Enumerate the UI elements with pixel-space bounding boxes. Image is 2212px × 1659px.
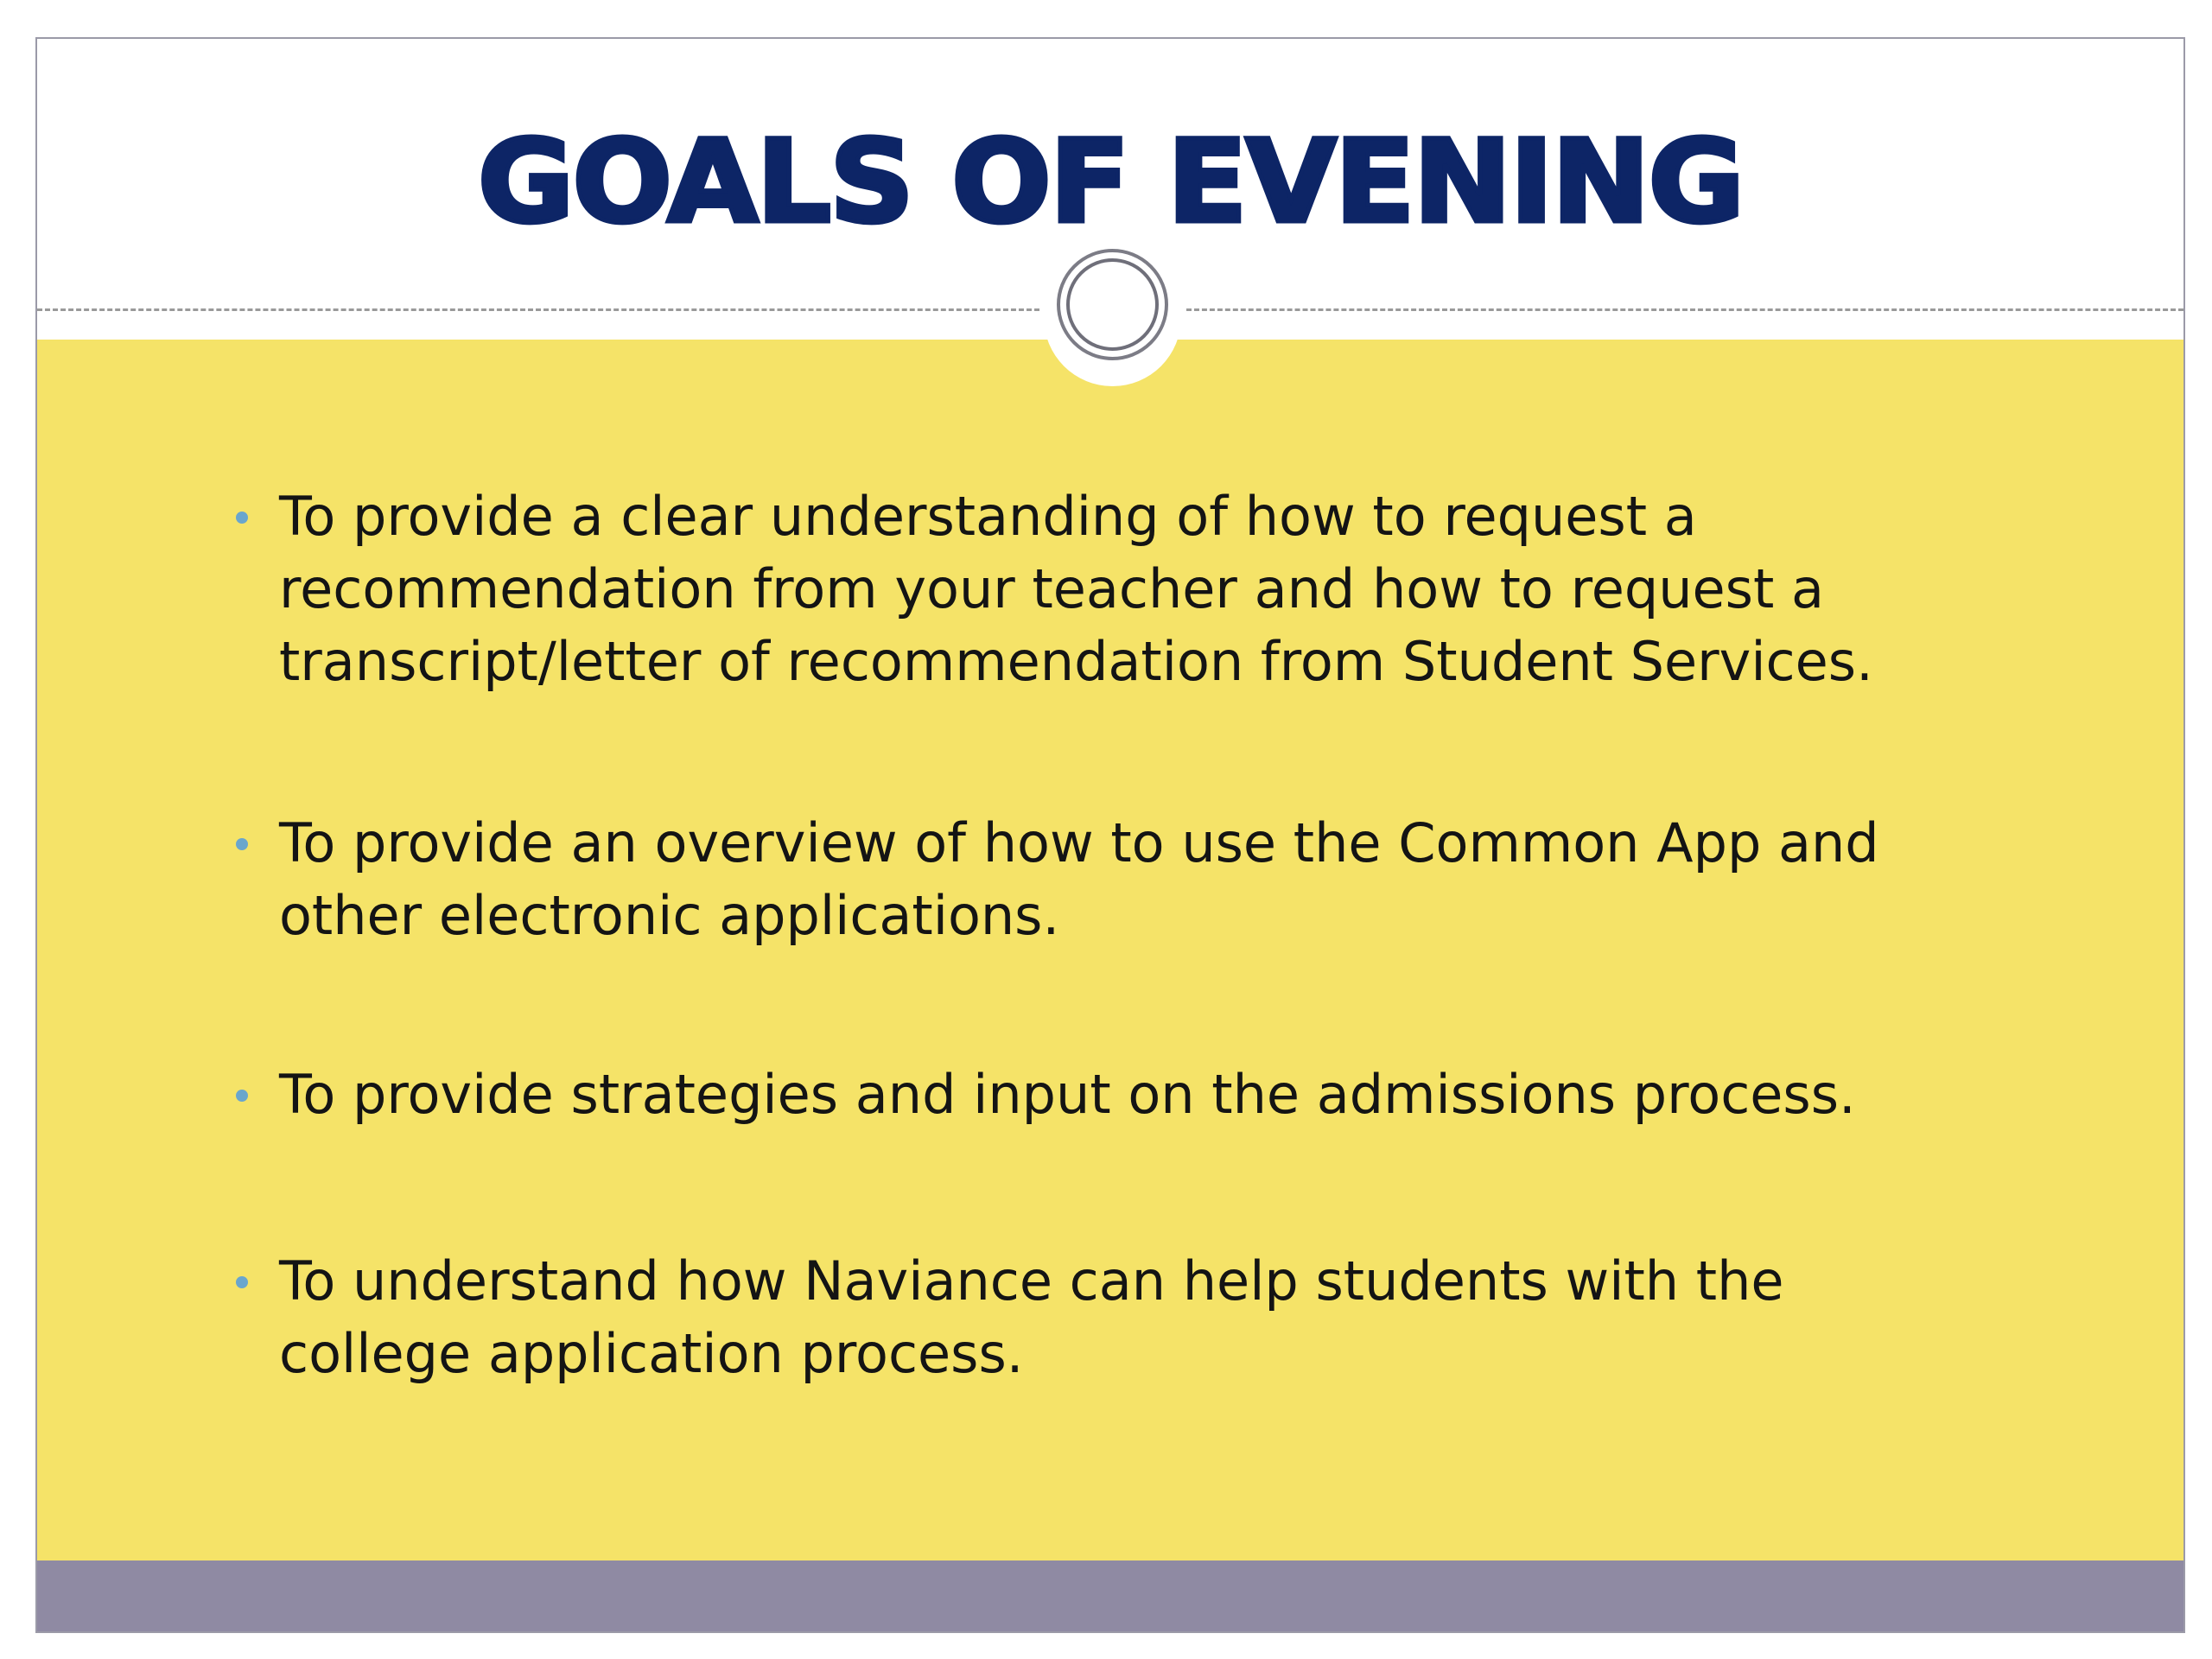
bullet-line: To provide strategies and input on the admissions process.	[279, 1063, 1856, 1126]
bullet-item	[279, 1245, 2007, 1390]
footer-bar	[37, 1560, 2183, 1631]
bullet-line: other electronic applications.	[279, 884, 1060, 947]
bullet-line: recommendation from your teacher and how to request a	[279, 557, 1824, 620]
bullet-line: transcript/letter of recommendation from Student Services.	[279, 630, 1873, 693]
bullet-dot-icon	[236, 1090, 248, 1102]
bullet-item	[279, 807, 2007, 952]
bullet-dot-icon	[236, 1276, 248, 1288]
bullet-dot-icon	[236, 512, 248, 524]
bullet-list	[37, 39, 2183, 1631]
bullet-line: To provide an overview of how to use the Common App and	[279, 811, 1879, 874]
slide-title: GOALS OF EVENING	[477, 116, 1744, 249]
bullet-item	[279, 480, 2007, 698]
bullet-line: To provide a clear understanding of how to request a	[279, 485, 1697, 548]
bullet-line: To understand how Naviance can help students with the	[279, 1249, 1784, 1313]
slide	[35, 37, 2185, 1633]
bullet-line: college application process.	[279, 1322, 1024, 1385]
bullet-item	[279, 1058, 2007, 1131]
bullet-dot-icon	[236, 838, 248, 850]
